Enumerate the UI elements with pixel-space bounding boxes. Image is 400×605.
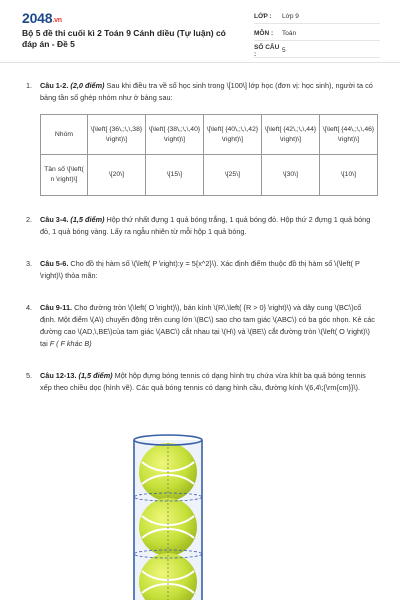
question-list xyxy=(0,62,400,394)
tennis-tube-figure xyxy=(128,432,208,600)
question-number: 5. xyxy=(26,371,33,380)
question-text: Hộp thứ nhất đựng 1 quả bóng trắng, 1 quả bóng đỏ. Hộp thứ 2 đựng 1 quả bóng đỏ, 1 quả bóng vàng. Lấy ra ngẫu nhiên từ mỗi hộp 1 quả bóng. xyxy=(40,215,371,236)
table-cell: \[\left[ {40\,;\,\,42} \right)\] xyxy=(203,115,261,155)
meta-panel xyxy=(254,10,380,61)
meta-row-class xyxy=(254,10,380,24)
question-3 xyxy=(26,258,378,282)
question-text: Một hộp đựng bóng tennis có dạng hình trụ chứa vừa khít ba quả bóng tennis xếp theo chiều dọc (hình vẽ). Các quả bóng tennis có dạng hình cầu, đường kính \(6,4\;{\rm{cm}}\). xyxy=(40,371,366,392)
table-cell: \[10\] xyxy=(319,155,377,196)
meta-row-count xyxy=(254,44,380,58)
question-label: Câu 3-4. xyxy=(40,215,69,224)
meta-label: LỚP : xyxy=(254,13,272,20)
meta-label: SỐ CÂU : xyxy=(254,43,280,58)
question-points: (2,0 điểm) xyxy=(70,81,105,90)
table-cell: \[\left[ {36\,;\,\,38} \right)\] xyxy=(87,115,145,155)
table-cell: \[\left[ {38\,;\,\,40} \right)\] xyxy=(145,115,203,155)
meta-row-subject xyxy=(254,27,380,41)
table-row xyxy=(41,155,378,196)
table-header-cell: Nhóm xyxy=(41,115,88,155)
table-row xyxy=(41,115,378,155)
question-number: 3. xyxy=(26,259,33,268)
table-cell: \[15\] xyxy=(145,155,203,196)
site-logo[interactable]: 2048.vn xyxy=(22,10,62,26)
question-2 xyxy=(26,214,378,238)
question-number: 1. xyxy=(26,81,33,90)
document-title: Bộ 5 đề thi cuối kì 2 Toán 9 Cánh diều (Tự luận) có đáp án - Đề 5 xyxy=(22,28,226,49)
table-cell: \[25\] xyxy=(203,155,261,196)
question-number: 4. xyxy=(26,303,33,312)
table-cell: \[\left[ {42\,;\,\,44} \right)\] xyxy=(261,115,319,155)
question-1 xyxy=(26,80,378,196)
tennis-tube-illustration xyxy=(128,432,208,600)
question-label: Câu 9-11. xyxy=(40,303,73,312)
question-5 xyxy=(26,370,378,394)
question-points: (1,5 điểm) xyxy=(78,371,113,380)
frequency-table xyxy=(40,114,378,196)
table-cell: \[\left[ {44\,;\,\,46} \right)\] xyxy=(319,115,377,155)
question-4 xyxy=(26,302,378,350)
question-label: Câu 5-6. xyxy=(40,259,69,268)
question-text: Cho đường tròn \(\left( O \right)\), bán kính \(R\,\left( {R > 0} \right)\) và dây cung \(BC\)cố định. Một điểm \(A\) chuyển động trên cung lớn \(BC\) sao cho tam giác \(ABC\) có ba góc nhọn. Kẻ các đường cao \(AD,\,BE\)của tam giác \(ABC\) cắt nhau tại \(H\) và \(BE\) cắt đường tròn \(\left( O \right)\) tại xyxy=(40,303,375,348)
table-cell: \[30\] xyxy=(261,155,319,196)
meta-value: Toán xyxy=(282,30,297,37)
meta-value: 5 xyxy=(282,47,286,54)
question-text: Cho đồ thị hàm số \(\left( P \right):y = 5{x^2}\). Xác định điểm thuộc đồ thị hàm số \(\left( P \right)\) thỏa mãn: xyxy=(40,259,360,280)
table-cell: \[20\] xyxy=(87,155,145,196)
page-header xyxy=(0,0,400,63)
question-text-tail: F ( F khác B) xyxy=(49,339,92,348)
question-number: 2. xyxy=(26,215,33,224)
question-label: Câu 12-13. xyxy=(40,371,77,380)
question-text: Sau khi điều tra về số học sinh trong \[100\] lớp học (đơn vị: học sinh), người ta có bảng tần số ghép nhóm như ở bảng sau: xyxy=(40,81,373,102)
question-label: Câu 1-2. xyxy=(40,81,69,90)
question-points: (1,5 điểm) xyxy=(70,215,105,224)
meta-label: MÔN : xyxy=(254,30,274,37)
table-header-cell: Tần số \[\left( n \right)\] xyxy=(41,155,88,196)
meta-value: Lớp 9 xyxy=(282,13,299,20)
